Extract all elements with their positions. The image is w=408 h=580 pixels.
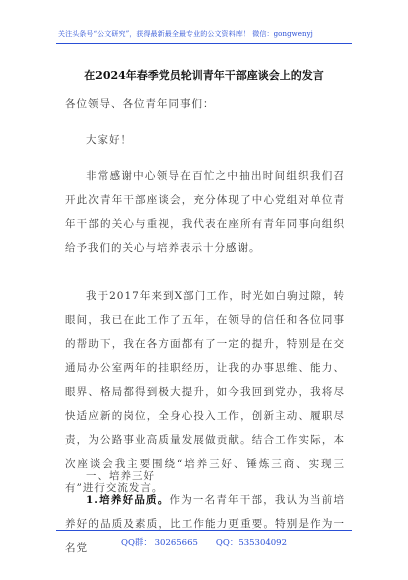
- greeting: 各位领导、各位青年同事们：: [65, 98, 215, 110]
- section-heading-1: 一、培养三好: [86, 470, 155, 482]
- paragraph-1: 非常感谢中心领导在百忙之中抽出时间组织我们召开此次青年干部座谈会，充分体现了中心党组对单位青年干部的关心与重视，我代表在座所有青年同事向组织给予我们的关心与培养表示十分感谢。: [65, 170, 345, 254]
- footer-contacts: [0, 536, 408, 548]
- paragraph-2: 我于2017年来到X部门工作，时光如白驹过隙，转眼间，我已在此工作了五年，在领导的信任和各位同事的帮助下，我在各方面都有了一定的提升，特别是在交通局办公室两年的挂职经历，让我的办事思维、能力、眼界、格局都得到极大提升，如今我回到党办，我将尽快适应新的岗位，全身心投入工作，创新主动、履职尽责，为公路事业高质量发展做贡献。结合工作实际，本次座谈会我主要围绕“培养三好、锤炼三商、实现三有”进行交流发言。: [65, 290, 345, 494]
- footer-qq: QQ：535304092: [215, 538, 287, 548]
- header-note: 关注头条号“公文研究”，获得最新最全最专业的公文资料库！ 微信：gongwenyj: [58, 30, 313, 38]
- document-title: 在2024年春季党员轮训青年干部座谈会上的发言: [84, 69, 324, 82]
- header-divider: [56, 43, 352, 44]
- salutation: 大家好！: [86, 134, 132, 146]
- footer-divider: [56, 530, 352, 531]
- footer-qq-group: QQ群： 30265665: [120, 538, 198, 548]
- item-1-heading: 1.培养好品质。: [86, 494, 170, 506]
- item-1-body: 作为一名青年干部，我认为当前培养好的品质及素质，比工作能力更重要。特别是作为一名党: [65, 494, 346, 554]
